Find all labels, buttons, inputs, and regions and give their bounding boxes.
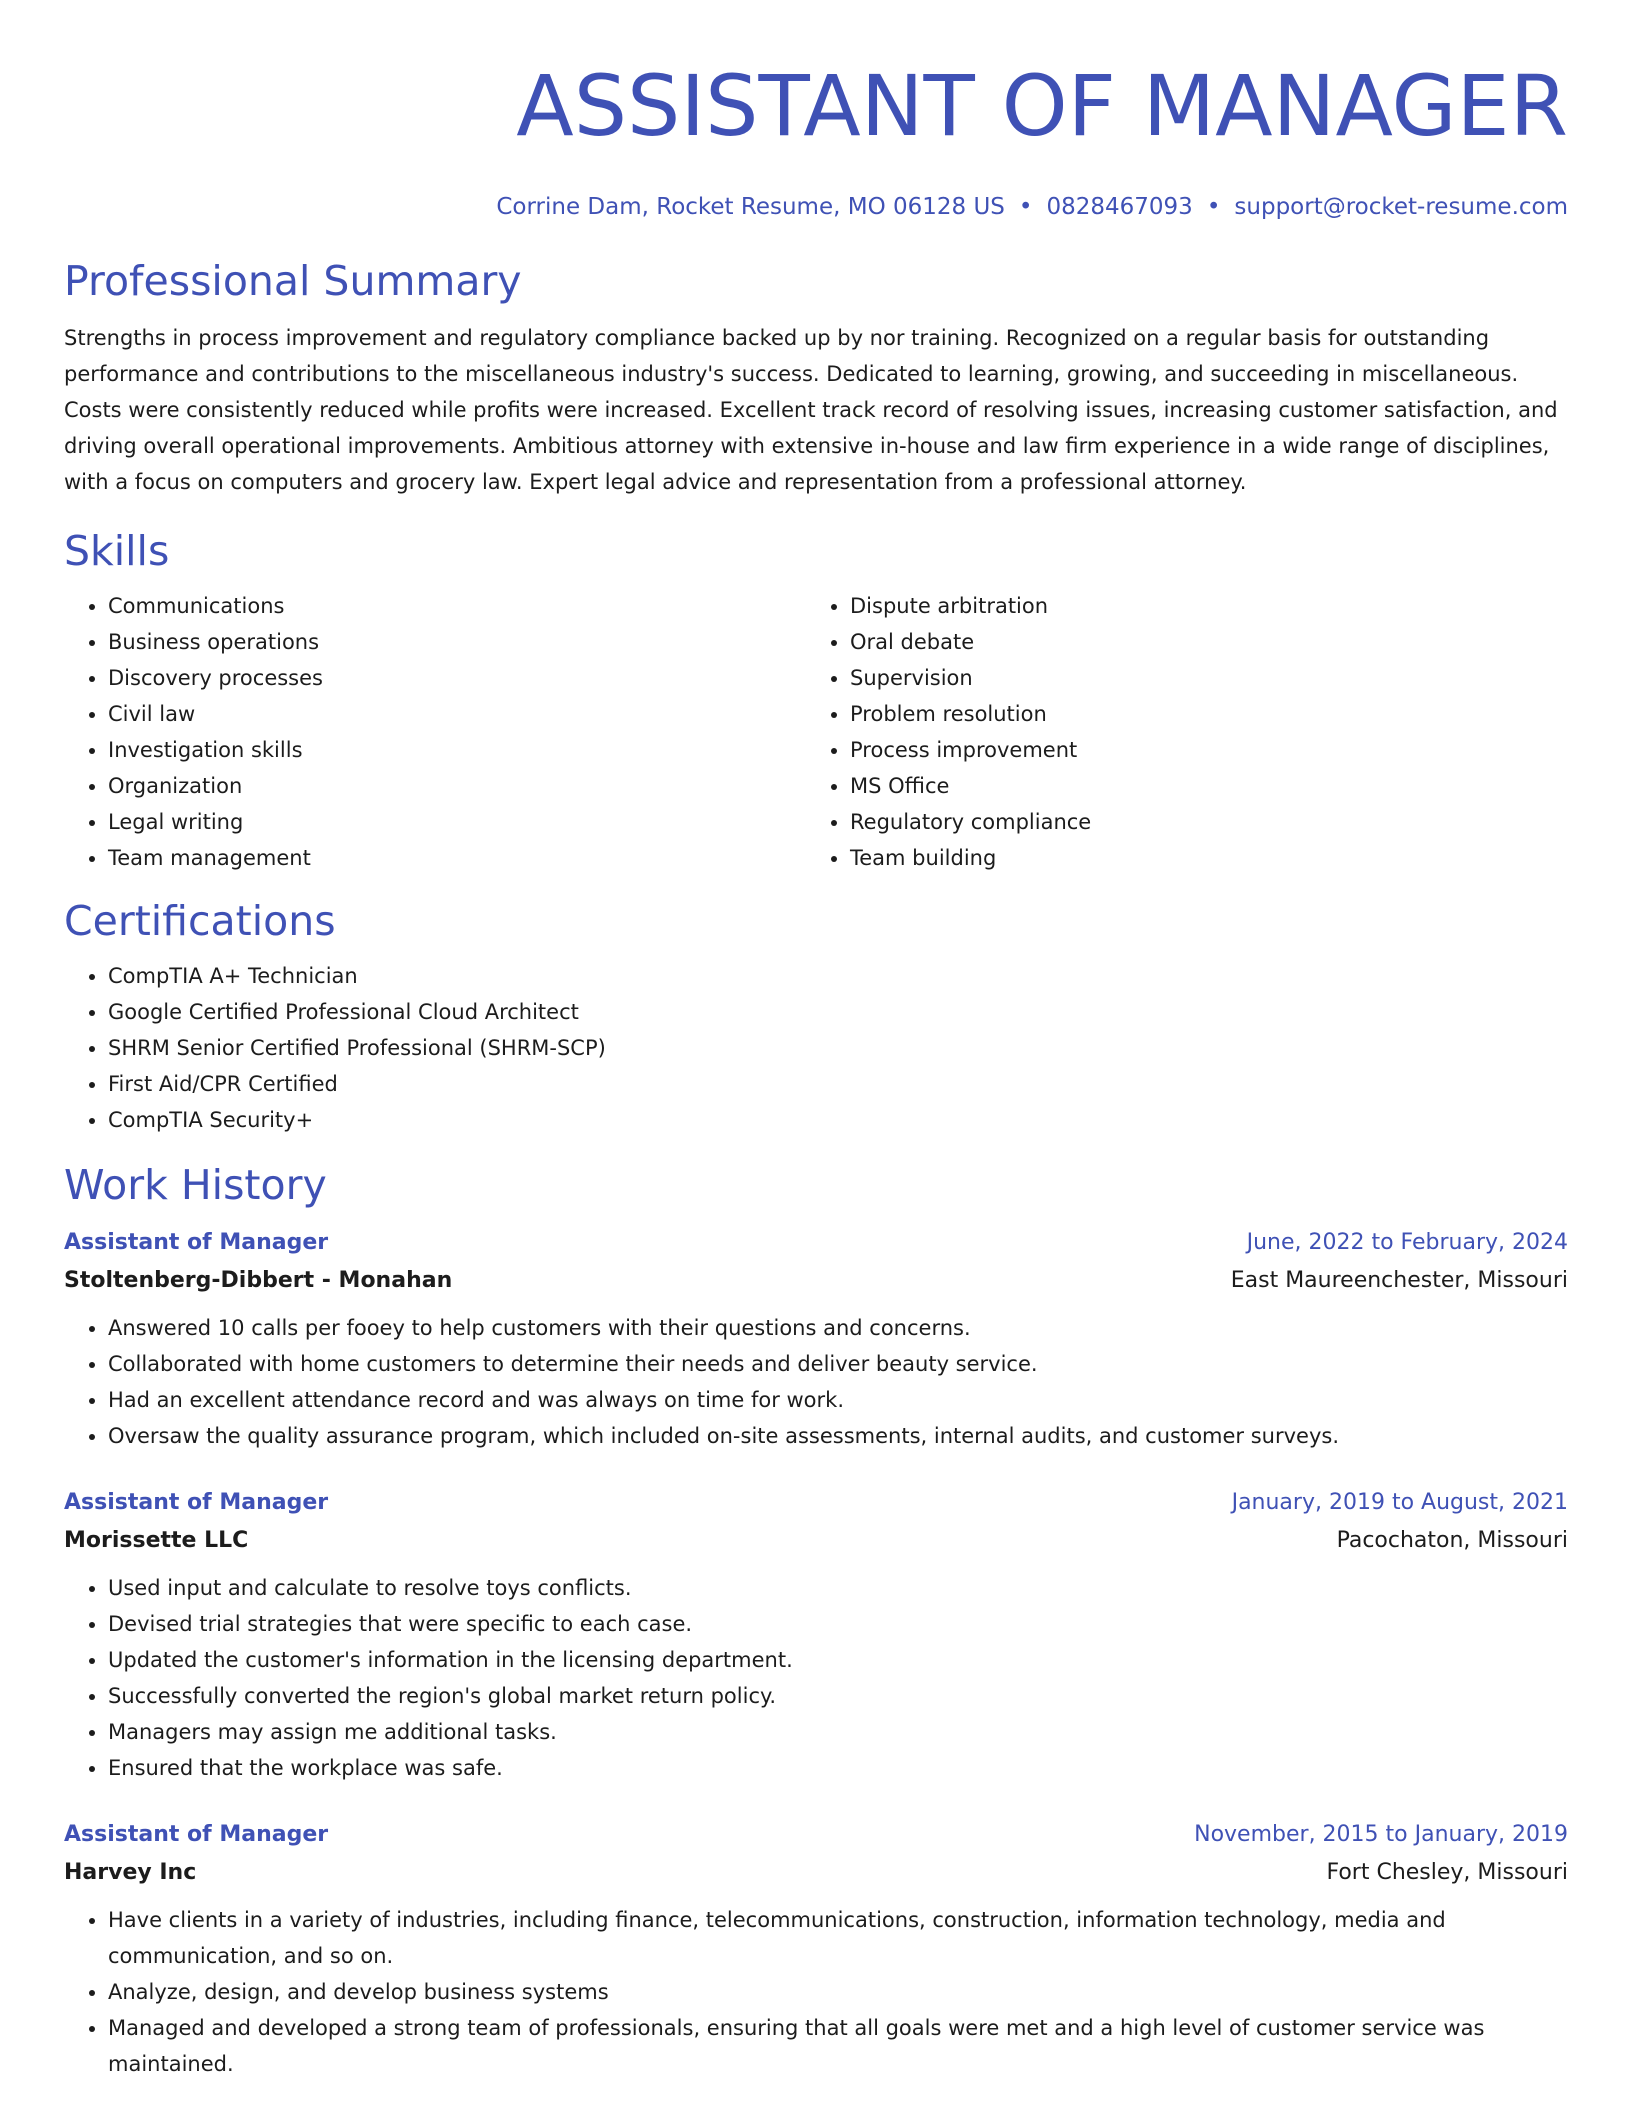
- skill-item: • Dispute arbitration: [850, 588, 1548, 624]
- job-bullet: • Managed and developed a strong team of professionals, ensuring that all goals were met and a high level of customer service was maintained.: [108, 2010, 1568, 2082]
- resume-name: ASSISTANT OF MANAGER: [516, 57, 1568, 155]
- job-bullet: • Answered 10 calls per fooey to help customers with their questions and concerns.: [108, 1310, 1568, 1346]
- certifications-heading: Certifications: [64, 897, 336, 945]
- job-company-row: [64, 1262, 1568, 1300]
- certifications-section: [64, 896, 1568, 1138]
- skill-item: • Oral debate: [850, 624, 1548, 660]
- work-history-heading: Work History: [64, 1161, 327, 1209]
- certifications-list: [64, 958, 1568, 1138]
- job-bullets: [64, 1310, 1568, 1454]
- summary-heading: Professional Summary: [64, 257, 522, 305]
- skill-item: • Team management: [108, 840, 806, 876]
- job-dates: June, 2022 to February, 2024: [1246, 1230, 1568, 1255]
- skills-grid: [64, 588, 1568, 876]
- certification-item: • CompTIA A+ Technician: [108, 958, 1568, 994]
- job-bullet: • Updated the customer's information in the licensing department.: [108, 1642, 1568, 1678]
- resume-header: [64, 58, 1568, 222]
- skill-item: • Supervision: [850, 660, 1548, 696]
- contact-separator: •: [1206, 194, 1221, 220]
- certification-item: • First Aid/CPR Certified: [108, 1066, 1568, 1102]
- skill-item: • Process improvement: [850, 732, 1548, 768]
- skill-item: • Regulatory compliance: [850, 804, 1548, 840]
- job-title: Assistant of Manager: [64, 1230, 329, 1255]
- job-header-row: [64, 1484, 1568, 1522]
- job-entry: [64, 1224, 1568, 1454]
- certification-item: • CompTIA Security+: [108, 1102, 1568, 1138]
- skills-section: [64, 526, 1568, 876]
- contact-address: Corrine Dam, Rocket Resume, MO 06128 US: [496, 194, 1005, 220]
- certification-item: • SHRM Senior Certified Professional (SHRM-SCP): [108, 1030, 1568, 1066]
- job-bullet: • Used input and calculate to resolve toys conflicts.: [108, 1570, 1568, 1606]
- summary-section: [64, 256, 1568, 500]
- job-company-row: [64, 1522, 1568, 1560]
- skill-item: • Legal writing: [108, 804, 806, 840]
- job-bullet: • Ensured that the workplace was safe.: [108, 1750, 1568, 1786]
- job-company: Morissette LLC: [64, 1528, 249, 1553]
- job-bullets: [64, 1570, 1568, 1786]
- job-location: Fort Chesley, Missouri: [1326, 1860, 1568, 1885]
- job-location: Pacochaton, Missouri: [1336, 1528, 1568, 1553]
- job-bullet: • Managers may assign me additional tasks.: [108, 1714, 1568, 1750]
- skill-item: • Communications: [108, 588, 806, 624]
- job-location: East Maureenchester, Missouri: [1230, 1268, 1568, 1293]
- job-company-row: [64, 1854, 1568, 1892]
- job-bullet: • Have clients in a variety of industries, including finance, telecommunications, construction, information technology, media and communication, and so on.: [108, 1902, 1568, 1974]
- job-bullet: • Successfully converted the region's global market return policy.: [108, 1678, 1568, 1714]
- contact-email: support@rocket-resume.com: [1234, 194, 1568, 220]
- job-dates: January, 2019 to August, 2021: [1231, 1490, 1568, 1515]
- job-entry: [64, 1484, 1568, 1786]
- skill-item: • MS Office: [850, 768, 1548, 804]
- work-history-section: [64, 1160, 1568, 2082]
- job-entry: [64, 1816, 1568, 2082]
- skill-item: • Civil law: [108, 696, 806, 732]
- resume-page: [64, 0, 1568, 2082]
- skills-list-right: [806, 588, 1548, 876]
- job-title: Assistant of Manager: [64, 1490, 329, 1515]
- skills-heading: Skills: [64, 527, 170, 575]
- skill-item: • Team building: [850, 840, 1548, 876]
- job-bullet: • Oversaw the quality assurance program, which included on-site assessments, internal audits, and customer surveys.: [108, 1418, 1568, 1454]
- skill-item: • Problem resolution: [850, 696, 1548, 732]
- job-header-row: [64, 1816, 1568, 1854]
- job-bullet: • Collaborated with home customers to determine their needs and deliver beauty service.: [108, 1346, 1568, 1382]
- job-bullets: [64, 1902, 1568, 2082]
- job-title: Assistant of Manager: [64, 1822, 329, 1847]
- job-bullet: • Devised trial strategies that were specific to each case.: [108, 1606, 1568, 1642]
- contact-separator: •: [1018, 194, 1033, 220]
- job-dates: November, 2015 to January, 2019: [1194, 1822, 1568, 1847]
- skill-item: • Discovery processes: [108, 660, 806, 696]
- skill-item: • Business operations: [108, 624, 806, 660]
- job-bullet: • Had an excellent attendance record and was always on time for work.: [108, 1382, 1568, 1418]
- summary-text: Strengths in process improvement and regulatory compliance backed up by nor training. Recognized on a regular basis for outstanding performance and contributions to the miscellaneous industry's success. Dedicated to learning, growing, and succeeding in miscellaneous. Costs were consistently reduced while profits were increased. Excellent track record of resolving issues, increasing customer satisfaction, and driving overall operational improvements. Ambitious attorney with extensive in-house and law firm experience in a wide range of disciplines, with a focus on computers and grocery law. Expert legal advice and representation from a professional attorney.: [64, 326, 1558, 494]
- job-header-row: [64, 1224, 1568, 1262]
- skills-list-left: [64, 588, 806, 876]
- contact-line: [64, 192, 1568, 222]
- skill-item: • Investigation skills: [108, 732, 806, 768]
- contact-phone: 0828467093: [1046, 194, 1193, 220]
- job-company: Stoltenberg-Dibbert - Monahan: [64, 1268, 453, 1293]
- skills-column-left: [64, 588, 806, 876]
- job-company: Harvey Inc: [64, 1860, 197, 1885]
- job-bullet: • Analyze, design, and develop business systems: [108, 1974, 1568, 2010]
- skill-item: • Organization: [108, 768, 806, 804]
- certification-item: • Google Certified Professional Cloud Architect: [108, 994, 1568, 1030]
- skills-column-right: [806, 588, 1548, 876]
